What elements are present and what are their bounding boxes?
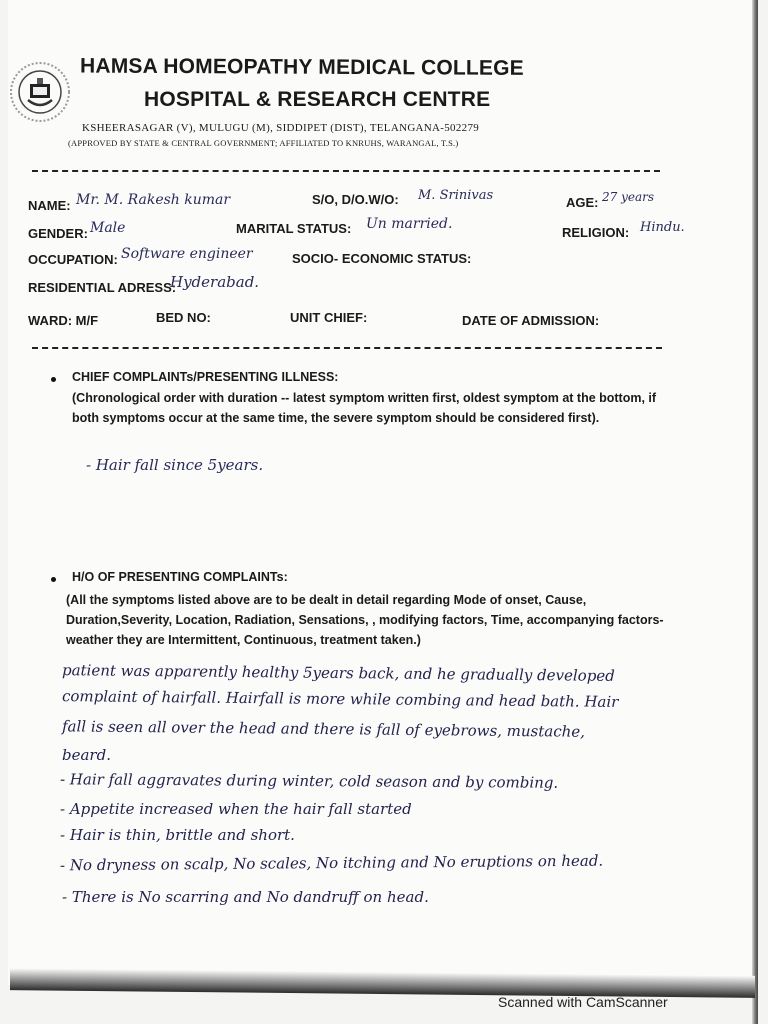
- ward-label: WARD: M/F: [28, 313, 99, 328]
- history-line: - There is No scarring and No dandruff on head.: [62, 888, 429, 906]
- bed-label: BED NO:: [156, 310, 211, 325]
- page-edge-shadow: [752, 0, 758, 1024]
- details-divider: [32, 347, 662, 349]
- gender-value: Male: [90, 220, 126, 236]
- bullet-chief-complaints: [51, 377, 56, 382]
- history-line: - Appetite increased when the hair fall started: [60, 800, 412, 818]
- header-divider: [32, 170, 660, 172]
- history-line: fall is seen all over the head and there is fall of eyebrows, mustache,: [61, 717, 586, 741]
- gender-label: GENDER:: [28, 226, 88, 241]
- socio-economic-label: SOCIO- ECONOMIC STATUS:: [292, 251, 472, 266]
- approval-note: (APPROVED BY STATE & CENTRAL GOVERNMENT; AFFILIATED TO KNRUHS, WARANGAL, T.S.): [68, 138, 459, 148]
- age-label: AGE:: [566, 195, 599, 210]
- history-line: - Hair is thin, brittle and short.: [60, 826, 295, 844]
- residential-address-value: Hyderabad.: [170, 273, 260, 291]
- name-value: Mr. M. Rakesh kumar: [76, 192, 231, 208]
- history-heading: H/O OF PRESENTING COMPLAINTs:: [72, 570, 288, 584]
- history-line: patient was apparently healthy 5years back, and he gradually developed: [61, 661, 615, 685]
- religion-value: Hindu.: [640, 220, 685, 235]
- college-seal-icon: [8, 60, 72, 124]
- chief-complaints-instructions: (Chronological order with duration -- latest symptom written first, oldest symptom at the bottom, if both symptoms occur at the same time, the severe symptom should be considered first).: [72, 391, 657, 425]
- history-line: beard.: [62, 746, 111, 764]
- parent-label: S/O, D/O.W/O:: [312, 192, 399, 207]
- history-line: - Hair fall aggravates during winter, cold season and by combing.: [59, 770, 559, 792]
- college-name: HAMSA HOMEOPATHY MEDICAL COLLEGE: [79, 54, 524, 80]
- admission-date-label: DATE OF ADMISSION:: [462, 313, 600, 328]
- bullet-history: [51, 577, 56, 582]
- history-instructions: (All the symptoms listed above are to be dealt in detail regarding Mode of onset, Cause, Duration,Severity, Location, Radiation, Sensations, , modifying factors, Time, accompanying factors- weather they are Intermittent, Continuous, treatment taken.): [66, 593, 664, 647]
- age-value: 27 years: [602, 190, 655, 204]
- occupation-label: OCCUPATION:: [28, 252, 118, 267]
- scanner-watermark: Scanned with CamScanner: [498, 994, 668, 1010]
- marital-value: Un married.: [366, 216, 453, 232]
- college-address: KSHEERASAGAR (V), MULUGU (M), SIDDIPET (DIST), TELANGANA-502279: [82, 122, 480, 134]
- unit-chief-label: UNIT CHIEF:: [290, 310, 368, 325]
- history-line: complaint of hairfall. Hairfall is more while combing and head bath. Hair: [61, 687, 619, 711]
- parent-value: M. Srinivas: [418, 188, 494, 203]
- chief-complaint-entry: - Hair fall since 5years.: [86, 456, 264, 474]
- chief-complaints-heading: CHIEF COMPLAINTs/PRESENTING ILLNESS:: [72, 370, 339, 384]
- name-label: NAME:: [28, 198, 71, 213]
- marital-label: MARITAL STATUS:: [236, 221, 352, 236]
- occupation-value: Software engineer: [121, 246, 253, 262]
- religion-label: RELIGION:: [562, 225, 630, 240]
- residential-address-label: RESIDENTIAL ADRESS:: [28, 280, 177, 295]
- hospital-name: HOSPITAL & RESEARCH CENTRE: [144, 88, 491, 111]
- history-line: - No dryness on scalp, No scales, No itching and No eruptions on head.: [59, 851, 604, 875]
